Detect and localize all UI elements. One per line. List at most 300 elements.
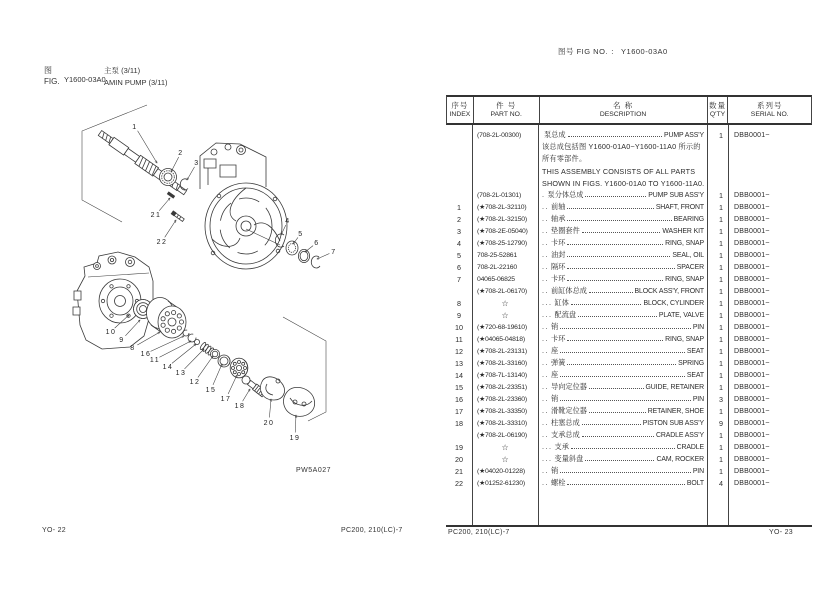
- serial-cell: DBB0001~: [734, 299, 770, 307]
- callout-label: 12: [189, 379, 201, 386]
- description-cell: [538, 478, 707, 488]
- table-row: [446, 465, 812, 477]
- indent-dots: ..: [542, 358, 549, 367]
- dotted-leader: [567, 484, 685, 485]
- description-en: RING, SNAP: [665, 240, 704, 247]
- description-en: PISTON SUB ASS'Y: [642, 420, 704, 427]
- dotted-leader: [571, 304, 642, 305]
- description-en: SPRING: [678, 360, 704, 367]
- table-row: [446, 309, 812, 321]
- description-cn: 轴承: [551, 214, 566, 223]
- indent-dots: ...: [542, 442, 553, 451]
- description-cell: [538, 190, 707, 200]
- serial-cell: DBB0001~: [734, 227, 770, 235]
- qty-cell: 1: [719, 202, 723, 212]
- seat-14: [194, 339, 199, 344]
- table-row: [446, 369, 812, 381]
- indent-dots: ...: [542, 298, 553, 307]
- note-text: THIS ASSEMBLY CONSISTS OF ALL PARTS: [542, 166, 696, 176]
- callout-label: 4: [285, 218, 291, 225]
- description-en: PUMP ASS'Y: [663, 132, 704, 139]
- description-cell: [538, 310, 707, 320]
- callout-leader: [295, 415, 296, 433]
- callout-leader: [317, 254, 329, 259]
- description-cell: [538, 334, 707, 344]
- callout-label: 13: [175, 370, 187, 377]
- qty-cell: 1: [719, 370, 723, 380]
- part-no-cell: (★708-2E-05040): [477, 228, 528, 235]
- dotted-leader: [589, 292, 633, 293]
- header-desc-cn: 名 称: [612, 101, 634, 110]
- figure-title-en: AMIN PUMP (3/11): [104, 78, 168, 87]
- serial-cell: DBB0001~: [734, 455, 770, 463]
- part-no-cell: (★01252-61230): [477, 480, 525, 487]
- description-cn: 导向定位器: [551, 382, 587, 391]
- description-en: BLOCK, CYLINDER: [643, 300, 704, 307]
- qty-cell: 1: [719, 382, 723, 392]
- header-index: [447, 97, 473, 123]
- qty-cell: 1: [719, 226, 723, 236]
- indent-dots: ...: [542, 310, 553, 319]
- description-en: BEARING: [673, 216, 704, 223]
- callout-label: 14: [162, 364, 174, 371]
- description-en: SEAL, OIL: [672, 252, 704, 259]
- part-no-cell: (★708-2L-33350): [477, 408, 527, 415]
- description-en: CRADLE: [676, 444, 704, 451]
- index-cell: 1: [457, 202, 461, 212]
- qty-cell: 1: [719, 442, 723, 452]
- dotted-leader: [567, 280, 663, 281]
- parts-table-header: [446, 95, 812, 125]
- serial-cell: DBB0001~: [734, 323, 770, 331]
- header-part-no: [473, 97, 539, 123]
- description-en: BLOCK ASS'Y, FRONT: [634, 288, 704, 295]
- table-note-row: [446, 165, 812, 177]
- rocker-cam-20: [260, 377, 284, 400]
- callout-leader: [171, 157, 179, 172]
- header-serial-cn: 系列号: [756, 101, 783, 110]
- bearing: [160, 169, 177, 186]
- description-cn: 卡环: [551, 334, 566, 343]
- part-no-cell: (★708-2L-23360): [477, 396, 527, 403]
- table-note-row: [446, 153, 812, 165]
- callout-leader: [151, 336, 184, 351]
- table-row: [446, 297, 812, 309]
- part-no-cell: (★708-2L-32110): [477, 204, 527, 211]
- table-row: [446, 249, 812, 261]
- description-en: RETAINER, SHOE: [647, 408, 704, 415]
- part-no-cell: (708-2L-01301): [477, 191, 522, 199]
- diagram-code: PW5A027: [296, 467, 332, 474]
- qty-cell: 1: [719, 430, 723, 440]
- qty-cell: 1: [719, 274, 723, 284]
- dotted-leader: [582, 232, 661, 233]
- dotted-leader: [589, 388, 644, 389]
- table-row: [446, 477, 812, 489]
- retainer-shoe-plate-17: [230, 358, 248, 378]
- index-cell: 15: [455, 382, 463, 392]
- part-no-cell: (★708-2L-23131): [477, 348, 527, 355]
- description-cn: 变量斜盘: [554, 454, 584, 463]
- indent-dots: ..: [542, 334, 549, 343]
- index-cell: 12: [455, 346, 463, 356]
- part-no-cell: 04065-06825: [477, 275, 515, 283]
- table-note-row: [446, 177, 812, 189]
- index-cell: 11: [455, 334, 463, 344]
- serial-cell: DBB0001~: [734, 131, 770, 139]
- table-row: [446, 201, 812, 213]
- qty-cell: 1: [719, 262, 723, 272]
- dotted-leader: [571, 448, 675, 449]
- description-en: RING, SNAP: [665, 276, 704, 283]
- qty-cell: 1: [719, 454, 723, 464]
- index-cell: 7: [457, 274, 461, 284]
- serial-cell: DBB0001~: [734, 371, 770, 379]
- description-en: GUIDE, RETAINER: [645, 384, 704, 391]
- dotted-leader: [582, 436, 654, 437]
- part-no-cell: 708-25-52861: [477, 251, 517, 259]
- description-cn: 卡环: [551, 238, 566, 247]
- callout-label: 8: [130, 345, 136, 352]
- description-cn: 柱塞总成: [551, 418, 580, 427]
- description-cell: [538, 370, 707, 380]
- table-body-rows: [446, 129, 812, 489]
- qty-cell: 1: [719, 310, 723, 320]
- qty-cell: 3: [719, 394, 723, 404]
- callout-leader: [165, 220, 176, 237]
- description-cn: 前缸体总成: [551, 286, 587, 295]
- oil-seal-5: [286, 241, 298, 255]
- part-no-cell: (★708-25-12790): [477, 240, 527, 247]
- description-cell: [538, 130, 707, 140]
- description-cn: 垫圈套件: [551, 226, 580, 235]
- qty-cell: 4: [719, 478, 723, 488]
- indent-dots: ..: [542, 370, 549, 379]
- dotted-leader: [567, 340, 663, 341]
- serial-cell: DBB0001~: [734, 419, 770, 427]
- serial-cell: DBB0001~: [734, 479, 770, 487]
- index-cell: 9: [457, 310, 461, 320]
- description-en: SPACER: [676, 264, 704, 271]
- serial-cell: DBB0001~: [734, 359, 770, 367]
- qty-cell: 1: [719, 190, 723, 200]
- description-en: PIN: [692, 324, 704, 331]
- serial-cell: DBB0001~: [734, 215, 770, 223]
- part-no-cell: ☆: [501, 454, 509, 464]
- description-cell: [538, 262, 707, 272]
- index-cell: 21: [455, 466, 463, 476]
- description-cell: [538, 322, 707, 332]
- left-page-number: YO- 22: [42, 527, 66, 534]
- right-fig-number-header: 图号 FIG NO. ： Y1600-03A0: [558, 47, 668, 56]
- index-cell: 3: [457, 226, 461, 236]
- serial-cell: DBB0001~: [734, 251, 770, 259]
- table-row: [446, 357, 812, 369]
- serial-cell: DBB0001~: [734, 203, 770, 211]
- qty-cell: 9: [719, 418, 723, 428]
- qty-cell: 1: [719, 250, 723, 260]
- qty-cell: 1: [719, 286, 723, 296]
- description-cell: [538, 274, 707, 284]
- part-no-cell: (★708-2L-06170): [477, 288, 527, 295]
- index-cell: 5: [457, 250, 461, 260]
- callout-label: 9: [119, 337, 125, 344]
- description-cn: 滑靴定位器: [551, 406, 587, 415]
- description-cell: [538, 226, 707, 236]
- description-en: PIN: [692, 396, 704, 403]
- serial-cell: DBB0001~: [734, 335, 770, 343]
- description-en: WASHER KIT: [662, 228, 704, 235]
- callout-leader: [172, 344, 196, 363]
- cradle-19: [284, 387, 315, 416]
- header-part-cn: 件 号: [496, 101, 517, 110]
- figure-title-cn: 主泵 (3/11): [104, 66, 141, 75]
- indent-dots: ..: [542, 250, 549, 259]
- callout-label: 15: [205, 387, 217, 394]
- header-qty-en: Q'TY: [709, 111, 726, 118]
- table-note-row: [446, 141, 812, 153]
- qty-cell: 1: [719, 214, 723, 224]
- callout-leader: [159, 198, 170, 211]
- callout-leader: [198, 356, 213, 377]
- qty-cell: 1: [719, 238, 723, 248]
- index-cell: 10: [455, 322, 463, 332]
- indent-dots: ..: [542, 430, 549, 439]
- indent-dots: ...: [542, 454, 553, 463]
- description-cell: [538, 286, 707, 296]
- part-no-cell: (★04020-01228): [477, 468, 525, 475]
- description-cn: 销: [551, 466, 559, 475]
- callout-label: 20: [263, 420, 275, 427]
- part-no-cell: (★708-2L-33160): [477, 360, 527, 367]
- qty-cell: 1: [719, 466, 723, 476]
- spacer-6: [298, 249, 309, 262]
- note-text: 所有零部件。: [542, 154, 587, 163]
- index-cell: 8: [457, 298, 461, 308]
- right-page-number: YO- 23: [769, 529, 793, 536]
- callout-leader: [159, 341, 191, 357]
- description-cell: [538, 250, 707, 260]
- index-cell: 13: [455, 358, 463, 368]
- note-text: 该总成包括图 Y1600-01A0~Y1600-11A0 所示的: [542, 142, 701, 151]
- indent-dots: ..: [542, 394, 549, 403]
- dotted-leader: [567, 268, 674, 269]
- table-row: [446, 441, 812, 453]
- table-row: [446, 285, 812, 297]
- part-no-cell: (★708-7L-13140): [477, 372, 527, 379]
- header-serial: [727, 97, 811, 123]
- table-row: [446, 189, 812, 201]
- description-en: CRADLE ASS'Y: [656, 432, 704, 439]
- part-no-cell: ☆: [501, 310, 509, 320]
- dotted-leader: [567, 208, 653, 209]
- description-cn: 卡环: [551, 274, 566, 283]
- qty-cell: 1: [719, 406, 723, 416]
- description-en: SEAT: [686, 372, 704, 379]
- callout-leader: [213, 364, 222, 385]
- header-description: [539, 97, 707, 123]
- part-no-cell: ☆: [501, 298, 509, 308]
- dotted-leader: [567, 220, 671, 221]
- index-cell: 14: [455, 370, 463, 380]
- header-qty: [707, 97, 728, 123]
- dotted-leader: [560, 472, 691, 473]
- part-no-cell: (★04065-04818): [477, 336, 525, 343]
- description-cn: 缸体: [554, 298, 569, 307]
- bolt-22: [171, 210, 185, 222]
- dotted-leader: [567, 244, 663, 245]
- part-no-cell: (★708-2L-33310): [477, 420, 527, 427]
- table-row: [446, 129, 812, 141]
- serial-cell: DBB0001~: [734, 395, 770, 403]
- dotted-leader: [568, 136, 662, 137]
- indent-dots: ..: [542, 214, 549, 223]
- indent-dots: ..: [542, 202, 549, 211]
- description-cn: 座: [551, 370, 559, 379]
- header-part-en: PART NO.: [490, 111, 522, 118]
- serial-cell: DBB0001~: [734, 467, 770, 475]
- callout-leader: [269, 399, 271, 418]
- description-cn: 弹簧: [551, 358, 566, 367]
- indent-dots: ..: [542, 286, 549, 295]
- left-fig-label-cn: 图: [44, 66, 52, 75]
- callout-label: 16: [140, 351, 152, 358]
- indent-dots: .: [542, 190, 546, 199]
- description-cn: 配流盘: [554, 310, 577, 319]
- table-row: [446, 321, 812, 333]
- index-cell: 2: [457, 214, 461, 224]
- seat-12: [210, 349, 219, 358]
- description-cell: [538, 382, 707, 392]
- guide-retainer-15: [218, 355, 230, 367]
- pump-exploded-diagram: [40, 95, 435, 505]
- callout-label: 7: [331, 249, 337, 256]
- right-model-label: PC200, 210(LC)-7: [448, 529, 510, 536]
- indent-dots: ..: [542, 418, 549, 427]
- table-row: [446, 381, 812, 393]
- part-no-cell: (708-2L-00300): [477, 131, 522, 139]
- description-cn: 泵分体总成: [547, 190, 584, 199]
- index-cell: 16: [455, 394, 463, 404]
- description-cell: [538, 202, 707, 212]
- note-text: SHOWN IN FIGS. Y1600-01A0 TO Y1600-11A0.: [542, 178, 705, 188]
- callout-label: 2: [178, 150, 184, 157]
- serial-cell: DBB0001~: [734, 431, 770, 439]
- index-cell: 22: [455, 478, 463, 488]
- description-cell: [538, 238, 707, 248]
- serial-cell: DBB0001~: [734, 347, 770, 355]
- description-cn: 座: [551, 346, 559, 355]
- left-fig-number: Y1600-03A0: [64, 75, 106, 84]
- dotted-leader: [578, 316, 657, 317]
- description-cell: [538, 298, 707, 308]
- serial-cell: DBB0001~: [734, 239, 770, 247]
- description-cell: [538, 346, 707, 356]
- serial-cell: DBB0001~: [734, 383, 770, 391]
- part-no-cell: (★708-2L-23351): [477, 384, 527, 391]
- table-row: [446, 261, 812, 273]
- callout-label: 19: [289, 435, 301, 442]
- indent-dots: ..: [542, 262, 549, 271]
- callout-leader: [228, 375, 237, 394]
- indent-dots: ..: [542, 406, 549, 415]
- dotted-leader: [560, 352, 685, 353]
- description-cell: [538, 454, 707, 464]
- indent-dots: ..: [542, 238, 549, 247]
- part-no-cell: ☆: [501, 442, 509, 452]
- callout-label: 21: [150, 212, 162, 219]
- index-cell: 6: [457, 262, 461, 272]
- callout-leader: [184, 349, 204, 369]
- serial-cell: DBB0001~: [734, 191, 770, 199]
- left-model-label: PC200, 210(LC)-7: [341, 527, 403, 534]
- callout-label: 18: [234, 403, 246, 410]
- callout-label: 17: [220, 396, 232, 403]
- dotted-leader: [589, 412, 646, 413]
- indent-dots: ..: [542, 382, 549, 391]
- indent-dots: ..: [542, 346, 549, 355]
- indent-dots: ..: [542, 226, 549, 235]
- index-cell: 4: [457, 238, 461, 248]
- header-index-cn: 序号: [451, 101, 469, 110]
- index-cell: 19: [455, 442, 463, 452]
- snap-ring-16: [183, 330, 189, 336]
- dotted-leader: [567, 256, 670, 257]
- description-en: PUMP SUB ASS'Y: [648, 192, 704, 199]
- part-no-cell: (★708-2L-32150): [477, 216, 527, 223]
- description-cell: [538, 406, 707, 416]
- dotted-leader: [582, 424, 641, 425]
- table-row: [446, 417, 812, 429]
- description-en: BOLT: [686, 480, 704, 487]
- indent-dots: ..: [542, 274, 549, 283]
- table-row: [446, 273, 812, 285]
- header-desc-en: DESCRIPTION: [599, 111, 647, 118]
- dotted-leader: [560, 400, 691, 401]
- dotted-leader: [567, 364, 676, 365]
- index-cell: 20: [455, 454, 463, 464]
- description-cell: [538, 358, 707, 368]
- description-cell: [538, 214, 707, 224]
- table-row: [446, 453, 812, 465]
- description-en: SEAT: [686, 348, 704, 355]
- serial-cell: DBB0001~: [734, 407, 770, 415]
- description-cn: 隔环: [551, 262, 566, 271]
- header-index-en: INDEX: [449, 111, 471, 118]
- description-en: RING, SNAP: [665, 336, 704, 343]
- serial-cell: DBB0001~: [734, 443, 770, 451]
- description-cn: 销: [551, 322, 559, 331]
- qty-cell: 1: [719, 334, 723, 344]
- description-cn: 支承总成: [551, 430, 580, 439]
- table-row: [446, 333, 812, 345]
- callout-label: 5: [298, 231, 304, 238]
- description-cn: 油封: [551, 250, 566, 259]
- description-cell: [538, 430, 707, 440]
- callout-leader: [305, 246, 313, 252]
- description-cell: [538, 418, 707, 428]
- description-cn: 支承: [554, 442, 569, 451]
- description-cn: 前轴: [551, 202, 566, 211]
- description-en: CAM, ROCKER: [656, 456, 704, 463]
- pump-housing: [200, 143, 287, 269]
- index-cell: 18: [455, 418, 463, 428]
- part-no-cell: (★708-2L-06190): [477, 432, 527, 439]
- description-cell: [538, 442, 707, 452]
- table-row: [446, 429, 812, 441]
- qty-cell: 1: [719, 322, 723, 332]
- description-cn: 螺栓: [551, 478, 566, 487]
